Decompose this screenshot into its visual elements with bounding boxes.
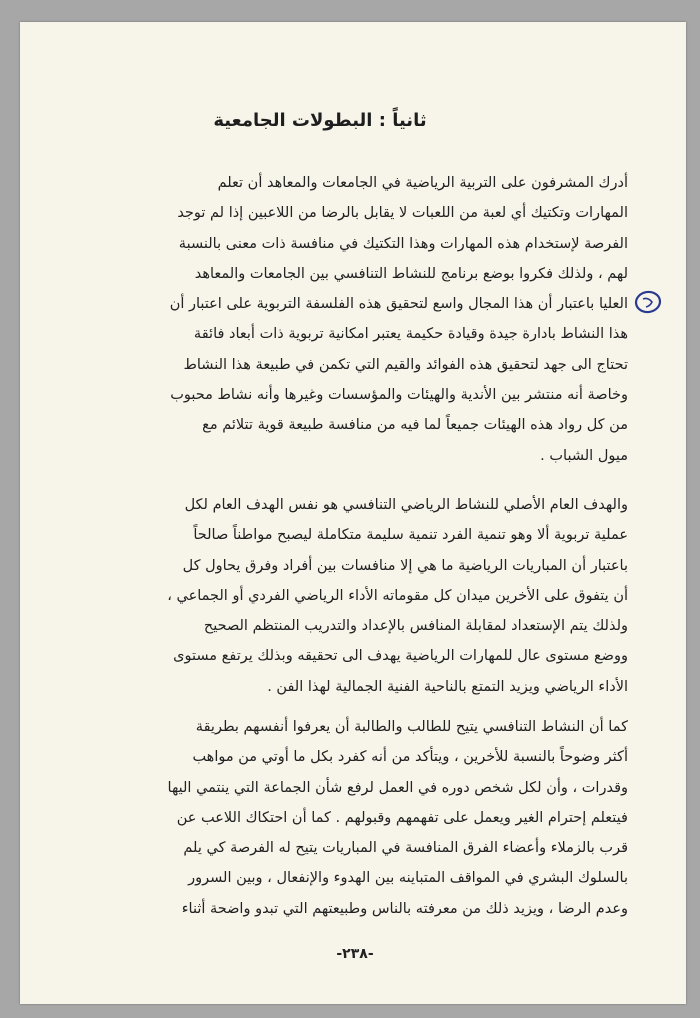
text-line: أكثر وضوحاً بالنسبة للأخرين ، ويتأكد من أنه كفرد بكل ما أوتي من مواهب: [192, 749, 628, 766]
text-line: هذا النشاط بادارة جيدة وقيادة حكيمة يعتبر امكانية تربوية ذات أبعاد فائقة: [193, 326, 628, 343]
text-line: كما أن النشاط التنافسي يتيح للطالب والطالبة أن يعرفوا أنفسهم بطريقة: [195, 719, 628, 735]
text-line: باعتبار أن المباريات الرياضية ما هي إلا منافسات بين أفراد وفرق يحاول كل: [182, 557, 628, 574]
text-line: ولذلك يتم الإستعداد لمقابلة المنافس بالإعداد والتدريب المنتظم الصحيح: [203, 618, 628, 635]
text-line: عملية تربوية ألا وهو تنمية الفرد تنمية سليمة متكاملة ليصبح مواطناً صالحاً: [193, 527, 628, 544]
text-line: ووضع مستوى عال للمهارات الرياضية يهدف الى تحقيقه وبذلك يرتفع مستوى: [173, 648, 628, 665]
text-line: من كل رواد هذه الهيئات جميعاً لما فيه من منافسة طبيعة قوية تتلائم مع: [202, 417, 628, 434]
paragraph-2: [108, 490, 628, 702]
text-line: الأداء الرياضي ويزيد التمتع بالناحية الفنية الجمالية لهذا الفن .: [267, 678, 628, 695]
text-line: المهارات وتكتيك أي لعبة من اللعبات لا يقابل بالرضا من اللاعبين إذا لم توجد: [177, 205, 628, 222]
text-line: وخاصة أنه منتشر بين الأندية والهيئات والمؤسسات وغيرها وأنه نشاط محبوب: [170, 387, 628, 404]
page-title: ثانياً : البطولات الجامعية: [213, 110, 427, 131]
paragraph-1: [108, 168, 628, 471]
text-line: العليا باعتبار أن هذا المجال واسع لتحقيق هذه الفلسفة التربوية على اعتبار أن: [169, 296, 628, 313]
text-line: بالسلوك البشري في المواقف المتباينه بين الهدوء والإنفعال ، وبين السرور: [188, 870, 628, 887]
text-line: والهدف العام الأصلي للنشاط الرياضي التنافسي هو نفس الهدف العام لكل: [184, 497, 628, 513]
text-line: الفرصة لإستخدام هذه المهارات وهذا التكتيك في منافسة ذات معنى بالنسبة: [178, 235, 628, 252]
text-line: قرب بالزملاء وأعضاء الفرق المنافسة في المباريات يتيح له الفرصة كي يلم: [183, 840, 628, 857]
page-number: -٢٣٨-: [336, 946, 374, 962]
document-page: [20, 22, 686, 1004]
text-line: أن يتفوق على الأخرين ميدان كل مقوماته الأداء الرياضي الفردي أو الجماعي ،: [167, 587, 628, 604]
text-line: فيتعلم إحترام الغير ويعمل على تفهمهم وقبولهم . كما أن احتكاك اللاعب عن: [176, 809, 628, 826]
paragraph-3: [108, 712, 628, 924]
text-line: لهم ، ولذلك فكروا بوضع برنامج للنشاط التنافسي بين الجامعات والمعاهد: [194, 265, 628, 282]
handwritten-margin-circle: [632, 280, 668, 324]
text-line: أدرك المشرفون على التربية الرياضية في الجامعات والمعاهد أن تعلم: [217, 175, 628, 191]
text-line: وقدرات ، وأن لكل شخص دوره في العمل لرفع شأن الجماعة التي ينتمي اليها: [167, 779, 628, 796]
text-line: تحتاج الى جهد لتحقيق هذه الفوائد والقيم التي تكمن في طبيعة هذا النشاط: [183, 356, 628, 373]
text-line: ميول الشباب .: [540, 447, 628, 464]
text-line: وعدم الرضا ، ويزيد ذلك من معرفته بالناس وطبيعتهم التي تبدو واضحة أثناء: [181, 900, 628, 917]
